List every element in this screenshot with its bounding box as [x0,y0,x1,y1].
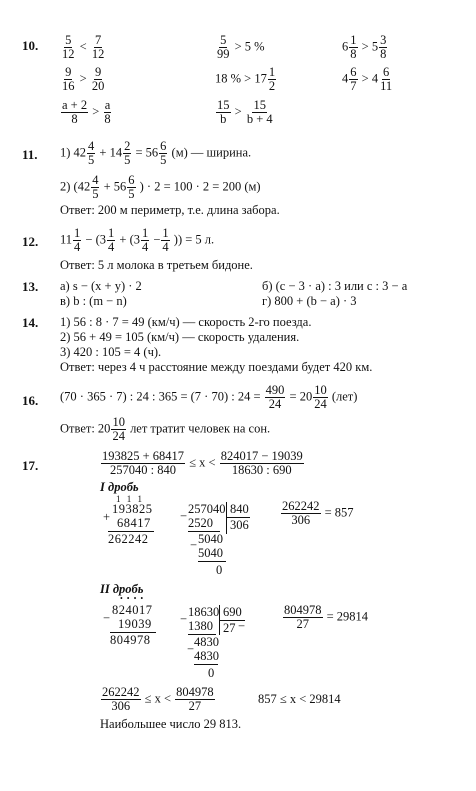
p11-line1: 1) 42 $\frac{4}{5}$ + 14 $\frac{2}{5}$ = 56 $\frac{6}{5}$ (м) — ширина. [60,139,252,168]
p12-expression: 11 $\frac{1}{4}$ − (3 $\frac{1}{4}$ + (3 $\frac{1}{4}$ − $\frac{1}{4}$ )) = 5 л. [60,226,215,255]
p17-div2-divisor: 690 [223,605,242,619]
p16-expression: (70 · 365 · 7) : 24 : 365 = (7 · 70) : 24 = $\frac{490}{24}$ = 20 $\frac{10}{24}$ (лет) [60,383,358,412]
p10-r1c3: 6 $\frac{1}{8}$ > 5 $\frac{3}{8}$ [342,33,387,62]
p17-answer: Наибольшее число 29 813. [100,717,242,731]
p10-r2c3: 4 $\frac{6}{7}$ > 4 $\frac{6}{11}$ [342,65,393,94]
p17-result2: $\frac{804978}{27}$ = 29814 [284,603,369,632]
p17-add-top: 193825 [112,502,153,516]
p17-sub-result: 804978 [110,633,151,647]
p10-r1c1: $\frac{5}{12}$ < $\frac{7}{12}$ [62,33,105,62]
p13-g: г) 800 + (b − a) · 3 [262,294,357,308]
p17-sub-bottom: 19039 [118,617,152,631]
p17-i-label: I дробь [100,480,139,494]
p17-div2-remainder: 0 [208,666,215,680]
p10-r2c2: 18 % > 17 $\frac{1}{2}$ [215,65,276,94]
p17-final-inequality: $\frac{262242}{306}$ ≤ x < $\frac{804978}{27}$ [102,685,214,714]
p17-div1-line2 [198,561,226,562]
p10-r1c2: $\frac{5}{99}$ > 5 % [217,33,265,62]
p17-div2-step2: 4830 [194,635,219,649]
problem-13-number: 13. [22,279,39,294]
p17-div2-step1: 1380 [188,619,213,633]
p17-div1-divisor: 840 [230,502,249,516]
p17-add-result: 262242 [108,532,149,546]
p17-div1-step1: 2520 [188,516,213,530]
problem-16-number: 16. [22,393,39,408]
p14-line2: 2) 56 + 49 = 105 (км/ч) — скорость удаления. [60,330,300,344]
p17-add-carry: 1 1 1 [116,494,144,504]
p10-r2c1: $\frac{9}{16}$ > $\frac{9}{20}$ [62,65,105,94]
p13-v: в) b : (m − n) [60,294,127,308]
p17-div2-dividend: 18630 [188,605,220,619]
p17-div1-quotient: 306 [230,518,249,532]
p17-div2-minus1: − [180,612,188,626]
p17-add-bottom: 68417 [117,516,151,530]
problem-10-number: 10. [22,38,39,53]
p17-add-plus: + [103,510,111,524]
problem-11-number: 11. [22,147,38,162]
p14-line1: 1) 56 : 8 · 7 = 49 (км/ч) — скорость 2-го поезда. [60,315,312,329]
p17-result1: $\frac{262242}{306}$ = 857 [282,499,354,528]
problem-17-number: 17. [22,458,39,473]
p11-line2: 2) (42 $\frac{4}{5}$ + 56 $\frac{6}{5}$ ) · 2 = 100 · 2 = 200 (м) [60,173,261,202]
p17-ii-label: II дробь [100,582,144,596]
p13-b: б) (c − 3 · a) : 3 или c : 3 − a [262,279,408,293]
p17-div2-line2 [194,664,218,665]
p17-div1-minus2: − [190,538,198,552]
p17-div2-step3: 4830 [194,649,219,663]
p17-sub-top: 824017 [112,603,153,617]
p17-div2-minus2: − [187,642,195,656]
p16-answer: Ответ: 20 $\frac{10}{24}$ лет тратит человек на сон. [60,415,271,444]
p17-sub-minus: − [103,611,111,625]
problem-14-number: 14. [22,315,39,330]
p17-div1-step2: 5040 [198,532,223,546]
p17-div1-bar [226,502,227,534]
p13-a: а) s − (x + y) · 2 [60,279,142,293]
p17-final-result: 857 ≤ x < 29814 [258,692,341,706]
p17-div2-quotient: 27 [223,621,236,635]
problem-12-number: 12. [22,234,39,249]
p17-div1-dividend: 257040 [188,502,226,516]
p12-answer: Ответ: 5 л молока в третьем бидоне. [60,258,253,272]
p14-line3: 3) 420 : 105 = 4 (ч). [60,345,162,359]
p11-answer: Ответ: 200 м периметр, т.е. длина забора. [60,203,280,217]
p14-answer: Ответ: через 4 ч расстояние между поездами будет 420 км. [60,360,373,374]
p10-r3c2: $\frac{15}{b}$ > $\frac{15}{b + 4}$ [217,98,273,127]
p17-inequality: $\frac{193825 + 68417}{257040 : 840}$ ≤ x < $\frac{824017 - 19039}{18630 : 690}$ [102,449,303,478]
p17-sub-borrow: • • • • [120,594,145,603]
p17-div1-step3: 5040 [198,546,223,560]
p10-r3c1: $\frac{a + 2}{8}$ > $\frac{a}{8}$ [62,98,111,127]
p17-div1-remainder: 0 [216,563,223,577]
p17-div1-minus1: − [180,509,188,523]
p17-div2-dash: − [238,619,246,633]
